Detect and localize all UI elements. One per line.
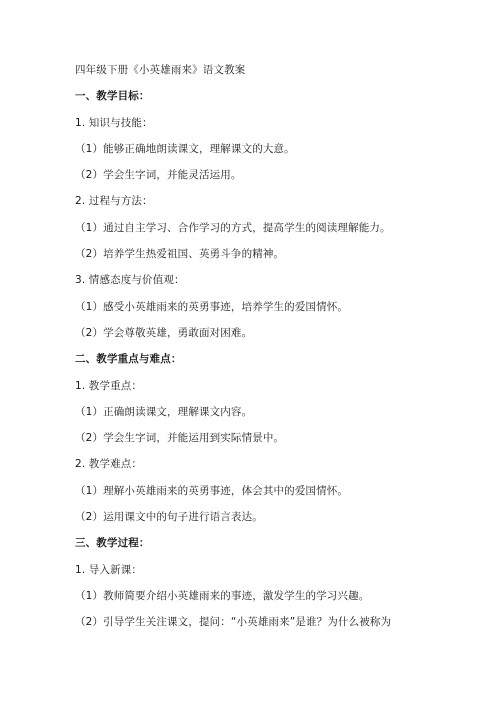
text-line: （2）运用课文中的句子进行语言表达。 <box>75 511 263 524</box>
text-line: （1）能够正确地朗读课文，理解课文的大意。 <box>75 142 295 155</box>
document-lines <box>75 89 435 630</box>
text-line: （1）感受小英雄雨来的英勇事迹，培养学生的爱国情怀。 <box>75 300 349 313</box>
section-heading: 一、教学目标： <box>75 90 150 103</box>
text-line: （1）教师简要介绍小英雄雨来的事迹，激发学生的学习兴趣。 <box>75 589 370 602</box>
text-line: （1）正确朗读课文，理解课文内容。 <box>75 405 253 418</box>
text-line: 1. 知识与技能： <box>75 116 153 129</box>
text-line: （2）学会生字词，并能运用到实际情景中。 <box>75 432 285 445</box>
text-line: （2）学会生字词，并能灵活运用。 <box>75 169 242 182</box>
text-line: （2）培养学生热爱祖国、英勇斗争的精神。 <box>75 248 285 261</box>
text-line: 1. 教学重点： <box>75 379 143 392</box>
document-title: 四年级下册《小英雄雨来》语文教案 <box>75 64 246 76</box>
text-line: （2）学会尊敬英雄，勇敢面对困难。 <box>75 326 253 339</box>
text-line: 3. 情感态度与价值观： <box>75 274 185 287</box>
text-line: （1）通过自主学习、合作学习的方式，提高学生的阅读理解能力。 <box>75 221 391 234</box>
text-line: （1）理解小英雄雨来的英勇事迹，体会其中的爱国情怀。 <box>75 484 349 497</box>
document-body <box>75 63 435 642</box>
text-line: （2）引导学生关注课文，提问：“小英雄雨来”是谁？为什么被称为 <box>75 616 392 629</box>
text-line: 2. 过程与方法： <box>75 195 153 208</box>
section-heading: 三、教学过程： <box>75 537 150 550</box>
text-line: 1. 导入新课： <box>75 563 143 576</box>
text-line: 2. 教学难点： <box>75 458 143 471</box>
section-heading: 二、教学重点与难点： <box>75 353 182 366</box>
